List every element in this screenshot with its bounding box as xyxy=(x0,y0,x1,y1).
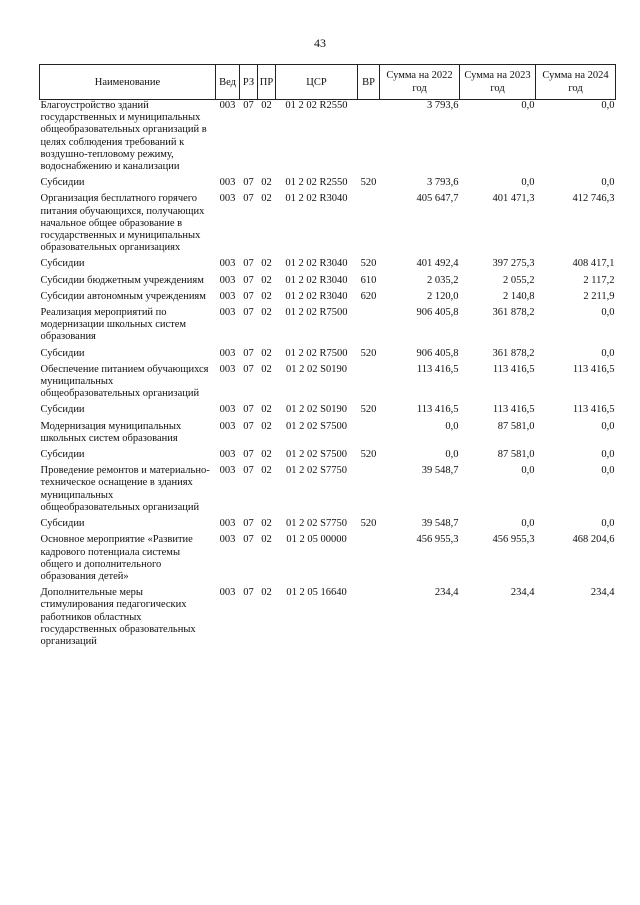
cell-pr: 02 xyxy=(261,100,272,111)
cell-vr: 520 xyxy=(360,404,377,416)
cell-sum-2022: 3 793,6 xyxy=(427,100,459,111)
cell-sum-2022: 906 405,8 xyxy=(416,307,459,319)
cell-rz: 07 xyxy=(243,258,254,270)
cell-sum-2022: 456 955,3 xyxy=(416,534,459,546)
cell-sum-2023: 361 878,2 xyxy=(492,307,535,319)
table-row xyxy=(40,275,616,291)
cell-rz: 07 xyxy=(243,534,254,546)
cell-sum-2024: 0,0 xyxy=(601,465,615,477)
cell-pr: 02 xyxy=(261,404,272,416)
cell-ved: 003 xyxy=(219,100,236,111)
cell-csr: 01 2 02 R3040 xyxy=(285,193,348,205)
cell-vr xyxy=(358,307,380,348)
table-row xyxy=(40,307,616,348)
cell-name: Основное мероприятие «Развитие кадрового потенциала системы общего и дополнительного образования детей» xyxy=(40,534,193,582)
cell-sum-2023: 113 416,5 xyxy=(492,363,535,375)
cell-pr: 02 xyxy=(261,449,272,461)
cell-sum-2024: 113 416,5 xyxy=(572,404,615,416)
cell-sum-2022: 906 405,8 xyxy=(416,347,459,359)
cell-sum-2023: 361 878,2 xyxy=(492,347,535,359)
cell-name: Проведение ремонтов и материально-техническое оснащение в зданиях муниципальных общеобразовательных организаций xyxy=(40,465,210,513)
cell-sum-2024: 0,0 xyxy=(601,100,615,111)
cell-name: Субсидии xyxy=(40,177,85,189)
cell-name: Субсидии xyxy=(40,518,85,530)
cell-rz: 07 xyxy=(243,449,254,461)
cell-sum-2023: 401 471,3 xyxy=(492,193,535,205)
cell-vr: 620 xyxy=(360,290,377,302)
cell-vr xyxy=(358,534,380,587)
cell-vr xyxy=(358,100,380,178)
table-row xyxy=(40,421,616,449)
budget-table xyxy=(39,64,616,652)
cell-rz: 07 xyxy=(243,177,254,189)
cell-csr: 01 2 02 S7500 xyxy=(286,449,347,461)
table-row xyxy=(40,449,616,465)
cell-ved: 003 xyxy=(219,449,236,461)
cell-sum-2023: 0,0 xyxy=(521,100,535,111)
cell-sum-2023: 0,0 xyxy=(521,518,535,530)
cell-vr xyxy=(358,465,380,518)
cell-rz: 07 xyxy=(243,193,254,205)
table-header-row xyxy=(40,65,616,100)
cell-ved: 003 xyxy=(219,177,236,189)
table-row xyxy=(40,193,616,258)
cell-name: Благоустройство зданий государственных и муниципальных общеобразовательных организаций в целях соблюдения требований к воздушно-тепловому режиму, водоснабжению и канализации xyxy=(40,100,207,173)
cell-ved: 003 xyxy=(219,290,236,302)
cell-sum-2022: 3 793,6 xyxy=(427,177,459,189)
cell-csr: 01 2 02 S0190 xyxy=(286,404,347,416)
cell-vr: 610 xyxy=(360,274,377,286)
table-row xyxy=(40,100,616,178)
cell-csr: 01 2 02 R3040 xyxy=(285,290,348,302)
cell-pr: 02 xyxy=(261,587,272,599)
table-row xyxy=(40,404,616,420)
cell-name: Субсидии xyxy=(40,449,85,461)
cell-csr: 01 2 02 R2550 xyxy=(285,177,348,189)
cell-sum-2023: 456 955,3 xyxy=(492,534,535,546)
cell-name: Организация бесплатного горячего питания обучающихся, получающих начальное общее образование в государственных и муниципальных образовательных организациях xyxy=(40,193,205,254)
cell-vr xyxy=(358,364,380,405)
cell-pr: 02 xyxy=(261,420,272,432)
cell-ved: 003 xyxy=(219,307,236,319)
table-row xyxy=(40,518,616,534)
cell-sum-2023: 0,0 xyxy=(521,177,535,189)
cell-rz: 07 xyxy=(243,465,254,477)
cell-pr: 02 xyxy=(261,465,272,477)
cell-sum-2022: 405 647,7 xyxy=(416,193,459,205)
cell-sum-2023: 2 140,8 xyxy=(503,290,535,302)
cell-sum-2024: 2 211,9 xyxy=(583,290,615,302)
cell-csr: 01 2 02 R3040 xyxy=(285,274,348,286)
cell-sum-2024: 0,0 xyxy=(601,177,615,189)
cell-rz: 07 xyxy=(243,363,254,375)
cell-name: Субсидии автономным учреждениям xyxy=(40,290,206,302)
table-row xyxy=(40,534,616,587)
cell-rz: 07 xyxy=(243,587,254,599)
header-ved: Вед xyxy=(216,65,240,100)
cell-sum-2022: 401 492,4 xyxy=(416,258,459,270)
table-row xyxy=(40,465,616,518)
cell-rz: 07 xyxy=(243,518,254,530)
cell-sum-2024: 234,4 xyxy=(590,587,615,599)
table-row xyxy=(40,587,616,652)
header-csr: ЦСР xyxy=(276,65,358,100)
cell-sum-2022: 2 120,0 xyxy=(427,290,459,302)
cell-ved: 003 xyxy=(219,193,236,205)
cell-sum-2023: 113 416,5 xyxy=(492,404,535,416)
cell-sum-2023: 2 055,2 xyxy=(503,274,535,286)
page-number: 43 xyxy=(314,36,326,50)
cell-ved: 003 xyxy=(219,363,236,375)
cell-name: Реализация мероприятий по модернизации школьных систем образования xyxy=(40,307,187,343)
cell-name: Модернизация муниципальных школьных систем образования xyxy=(40,420,182,444)
cell-rz: 07 xyxy=(243,347,254,359)
cell-rz: 07 xyxy=(243,290,254,302)
header-sum-2024: Сумма на 2024 год xyxy=(536,65,616,100)
cell-ved: 003 xyxy=(219,258,236,270)
cell-name: Дополнительные меры стимулирования педагогических работников областных государственных образовательных организаций xyxy=(40,587,196,647)
cell-sum-2024: 0,0 xyxy=(601,347,615,359)
cell-ved: 003 xyxy=(219,534,236,546)
cell-pr: 02 xyxy=(261,518,272,530)
cell-sum-2022: 113 416,5 xyxy=(416,363,459,375)
cell-rz: 07 xyxy=(243,420,254,432)
cell-sum-2023: 234,4 xyxy=(510,587,535,599)
cell-vr: 520 xyxy=(360,518,377,530)
cell-ved: 003 xyxy=(219,274,236,286)
cell-ved: 003 xyxy=(219,347,236,359)
cell-csr: 01 2 02 R3040 xyxy=(285,258,348,270)
cell-rz: 07 xyxy=(243,274,254,286)
cell-vr: 520 xyxy=(360,449,377,461)
header-name: Наименование xyxy=(40,65,216,100)
table-row xyxy=(40,177,616,193)
cell-name: Субсидии xyxy=(40,347,85,359)
cell-ved: 003 xyxy=(219,518,236,530)
cell-sum-2024: 408 417,1 xyxy=(572,258,615,270)
cell-pr: 02 xyxy=(261,290,272,302)
cell-vr xyxy=(358,421,380,449)
cell-csr: 01 2 02 S0190 xyxy=(286,363,347,375)
cell-sum-2022: 39 548,7 xyxy=(421,518,459,530)
cell-pr: 02 xyxy=(261,534,272,546)
cell-sum-2022: 234,4 xyxy=(434,587,459,599)
cell-sum-2024: 0,0 xyxy=(601,420,615,432)
table-row xyxy=(40,348,616,364)
cell-vr: 520 xyxy=(360,347,377,359)
cell-name: Субсидии бюджетным учреждениям xyxy=(40,274,204,286)
cell-sum-2024: 468 204,6 xyxy=(572,534,615,546)
cell-pr: 02 xyxy=(261,177,272,189)
cell-rz: 07 xyxy=(243,404,254,416)
header-pr: ПР xyxy=(258,65,276,100)
cell-rz: 07 xyxy=(243,100,254,111)
cell-sum-2024: 0,0 xyxy=(601,518,615,530)
cell-ved: 003 xyxy=(219,404,236,416)
table-row xyxy=(40,258,616,274)
cell-sum-2022: 39 548,7 xyxy=(421,465,459,477)
cell-sum-2022: 113 416,5 xyxy=(416,404,459,416)
table-body xyxy=(40,100,616,653)
table-row xyxy=(40,364,616,405)
cell-vr xyxy=(358,193,380,258)
cell-csr: 01 2 02 S7750 xyxy=(286,518,347,530)
cell-sum-2024: 0,0 xyxy=(601,449,615,461)
table-row xyxy=(40,291,616,307)
cell-vr: 520 xyxy=(360,258,377,270)
cell-name: Субсидии xyxy=(40,258,85,270)
cell-ved: 003 xyxy=(219,587,236,599)
cell-sum-2024: 0,0 xyxy=(601,307,615,319)
cell-sum-2024: 2 117,2 xyxy=(583,274,615,286)
cell-vr xyxy=(358,587,380,652)
cell-vr: 520 xyxy=(360,177,377,189)
cell-csr: 01 2 02 S7750 xyxy=(286,465,347,477)
cell-csr: 01 2 02 S7500 xyxy=(286,420,347,432)
cell-sum-2022: 0,0 xyxy=(445,420,459,432)
cell-csr: 01 2 05 00000 xyxy=(286,534,347,546)
cell-sum-2024: 412 746,3 xyxy=(572,193,615,205)
cell-rz: 07 xyxy=(243,307,254,319)
cell-sum-2023: 87 581,0 xyxy=(497,420,535,432)
cell-csr: 01 2 02 R2550 xyxy=(285,100,348,111)
cell-name: Обеспечение питанием обучающихся муниципальных общеобразовательных организаций xyxy=(40,363,209,400)
header-sum-2022: Сумма на 2022 год xyxy=(380,65,460,100)
header-vr: ВР xyxy=(358,65,380,100)
cell-pr: 02 xyxy=(261,363,272,375)
cell-ved: 003 xyxy=(219,420,236,432)
cell-csr: 01 2 02 R7500 xyxy=(285,307,348,319)
cell-sum-2023: 87 581,0 xyxy=(497,449,535,461)
cell-ved: 003 xyxy=(219,465,236,477)
header-rz: РЗ xyxy=(240,65,258,100)
cell-pr: 02 xyxy=(261,347,272,359)
cell-sum-2023: 0,0 xyxy=(521,465,535,477)
cell-sum-2024: 113 416,5 xyxy=(572,363,615,375)
cell-csr: 01 2 02 R7500 xyxy=(285,347,348,359)
header-sum-2023: Сумма на 2023 год xyxy=(460,65,536,100)
cell-csr: 01 2 05 16640 xyxy=(286,587,347,599)
cell-pr: 02 xyxy=(261,307,272,319)
cell-name: Субсидии xyxy=(40,404,85,416)
cell-sum-2022: 2 035,2 xyxy=(427,274,459,286)
cell-sum-2023: 397 275,3 xyxy=(492,258,535,270)
cell-sum-2022: 0,0 xyxy=(445,449,459,461)
cell-pr: 02 xyxy=(261,193,272,205)
cell-pr: 02 xyxy=(261,258,272,270)
cell-pr: 02 xyxy=(261,274,272,286)
